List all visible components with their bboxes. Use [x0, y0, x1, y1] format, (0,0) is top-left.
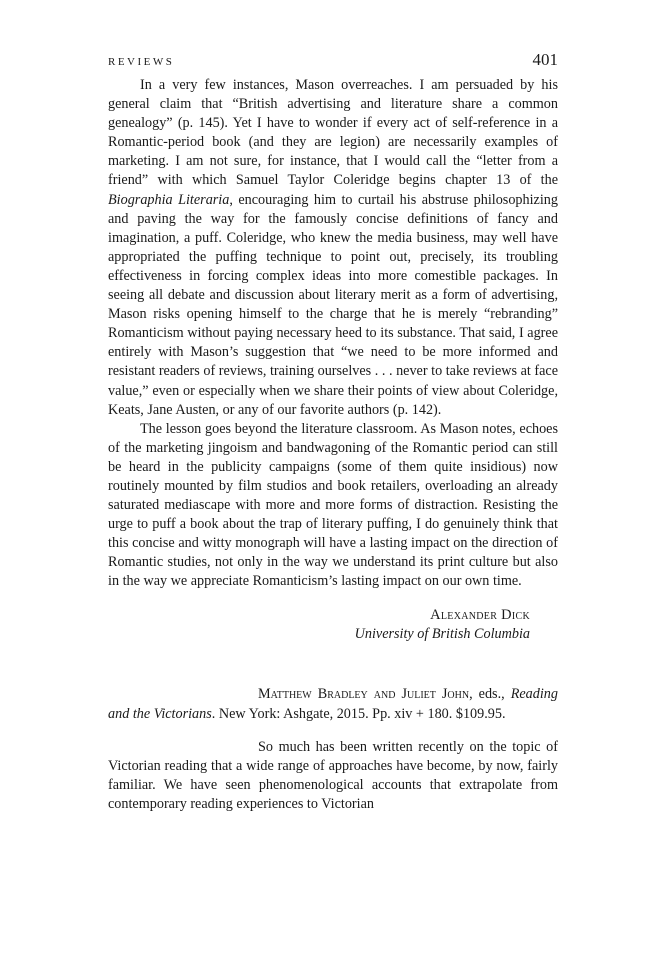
book-title: Reading and the Victorians: [108, 685, 558, 722]
work-title: Biographia Literaria: [108, 191, 230, 208]
book-editors: Matthew Bradley and Juliet John: [258, 685, 470, 702]
review-paragraph: So much has been written recently on the topic of Victorian reading that a wide range of approaches have become, by now, fairly familiar. We have seen phenomenological accounts that extrapolate from contemporary reading experiences to Victorian: [108, 738, 558, 812]
paragraph-text: In a very few instances, Mason overreaches. I am persuaded by his general claim that “British advertising and literature share a common genealogy” (p. 145). Yet I have to wonder if every act of self-reference in a Romantic-period book (and they are legion) are necessarily examples of marketing. I am not sure, for instance, that I would call the “letter from a friend” with which Samuel Taylor Coleridge begins chapter 13 of the: [108, 77, 558, 189]
paragraph-text: , encouraging him to curtail his abstruse philosophizing and paving the way for the famously concise definitions of fancy and imagination, a puff. Coleridge, who knew the media business, may well have appropriated the puffing technique to point out, precisely, its troubling effectiveness in forcing complex ideas into more comestible packages. In seeing all debate and discussion about literary merit as a form of advertising, Mason risks opening himself to the charge that he is merely “rebranding” Romanticism without paying necessary heed to its substance. That said, I agree entirely with Mason’s suggestion that “we need to be more informed and resistant readers of reviews, training ourselves . . . never to take reviews at face value,” even or especially when we share their points of view about Coleridge, Keats, Jane Austen, or any of our favorite authors (p. 142).: [108, 191, 558, 418]
eds-label: , eds.,: [469, 685, 511, 702]
reviewer-name: Alexander Dick: [430, 606, 530, 623]
paragraph-lesson: The lesson goes beyond the literature classroom. As Mason notes, echoes of the marketing jingoism and bandwagoning of the Romantic period can still be heard in the publicity campaigns (some of them quite insidious) now routinely mounted by film studios and book retailers, overloading an already saturated mediascape with more and more forms of distraction. Resisting the urge to puff a book about the trap of literary puffing, I do genuinely think that this concise and witty monograph will have a lasting impact on the direction of Romantic studies, not only in the way we understand its print culture but also in the way we appreciate Romanticism’s lasting impact on our own time.: [108, 420, 558, 590]
page-body: [108, 76, 558, 814]
paragraph-overreach: [108, 76, 558, 420]
page-number: 401: [532, 50, 558, 69]
page-header: [108, 50, 558, 70]
reviewer-affiliation: University of British Columbia: [354, 625, 530, 642]
reviewer-signature: [108, 606, 558, 644]
review-body: [108, 738, 558, 814]
running-head: REVIEWS: [108, 56, 175, 68]
review-citation: [108, 684, 558, 724]
publication-info: . New York: Ashgate, 2015. Pp. xiv + 180. $109.95.: [211, 705, 506, 722]
